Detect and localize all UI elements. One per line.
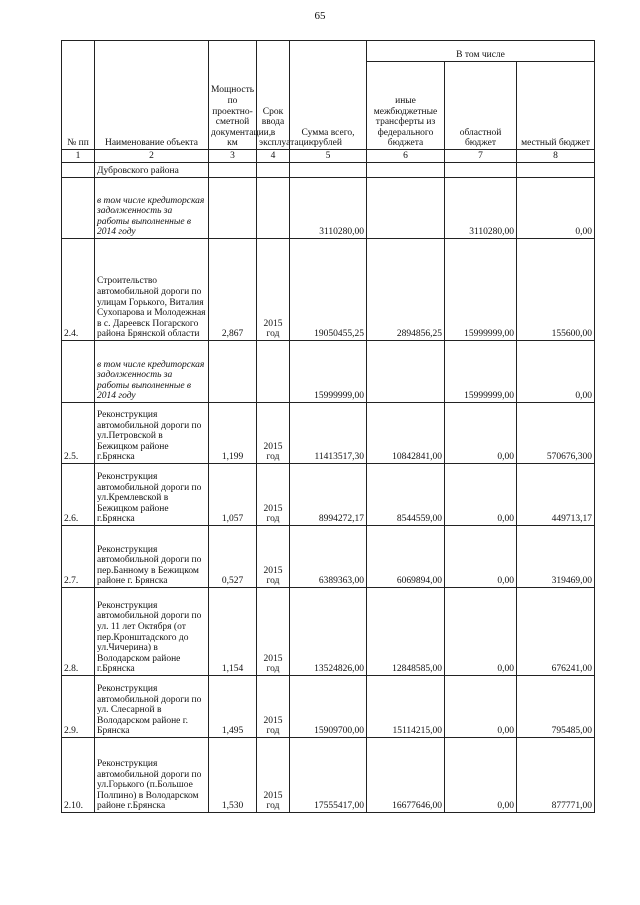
column-number: 6 [367, 150, 445, 163]
commissioning-term [257, 341, 290, 403]
total-amount: 15909700,00 [290, 676, 367, 738]
commissioning-term: 2015 год [257, 676, 290, 738]
table-row [62, 403, 595, 464]
column-number: 1 [62, 150, 95, 163]
local-budget: 795485,00 [517, 676, 595, 738]
total-amount: 3110280,00 [290, 178, 367, 239]
object-name: Реконструкция автомобильной дороги по ул. Слесарной в Володарском районе г. Брянска [95, 676, 209, 738]
commissioning-term: 2015 год [257, 464, 290, 526]
local-budget: 0,00 [517, 341, 595, 403]
column-number: 4 [257, 150, 290, 163]
object-name: Реконструкция автомобильной дороги по ул. 11 лет Октября (от пер.Кронштадского до ул.Чичерина) в Володарском районе г.Брянска [95, 588, 209, 676]
object-name: Реконструкция автомобильной дороги по ул.Горького (п.Большое Полпино) в Володарском районе г.Брянска [95, 738, 209, 813]
region-row [62, 163, 595, 178]
capacity-km: 1,154 [209, 588, 257, 676]
row-number: 2.4. [62, 239, 95, 341]
row-number: 2.5. [62, 403, 95, 464]
total-amount: 6389363,00 [290, 526, 367, 588]
capacity-km [209, 341, 257, 403]
regional-budget: 0,00 [445, 526, 517, 588]
federal-transfer: 15114215,00 [367, 676, 445, 738]
row-number: 2.10. [62, 738, 95, 813]
capacity-km: 1,495 [209, 676, 257, 738]
total-amount: 17555417,00 [290, 738, 367, 813]
header-including: В том числе [367, 41, 595, 62]
federal-transfer [367, 178, 445, 239]
column-number: 7 [445, 150, 517, 163]
region-name: Дубровского района [95, 163, 209, 178]
federal-transfer: 12848585,00 [367, 588, 445, 676]
capacity-km: 1,199 [209, 403, 257, 464]
capacity-km: 0,527 [209, 526, 257, 588]
regional-budget: 15999999,00 [445, 239, 517, 341]
header-capacity: Мощность по проектно-сметной документации, км [209, 41, 257, 150]
federal-transfer: 2894856,25 [367, 239, 445, 341]
column-number: 8 [517, 150, 595, 163]
table-row [62, 464, 595, 526]
commissioning-term: 2015 год [257, 239, 290, 341]
local-budget: 570676,300 [517, 403, 595, 464]
regional-budget: 15999999,00 [445, 341, 517, 403]
federal-transfer: 6069894,00 [367, 526, 445, 588]
budget-table [61, 40, 595, 813]
federal-transfer: 10842841,00 [367, 403, 445, 464]
header-no: № пп [62, 41, 95, 150]
total-amount: 15999999,00 [290, 341, 367, 403]
total-amount: 11413517,30 [290, 403, 367, 464]
table-row [62, 178, 595, 239]
commissioning-term: 2015 год [257, 738, 290, 813]
header-regional: областной бюджет [445, 62, 517, 150]
capacity-km: 2,867 [209, 239, 257, 341]
federal-transfer: 8544559,00 [367, 464, 445, 526]
capacity-km [209, 178, 257, 239]
object-name: Реконструкция автомобильной дороги по ул.Кремлевской в Бежицком районе г.Брянска [95, 464, 209, 526]
regional-budget: 0,00 [445, 738, 517, 813]
capacity-km: 1,530 [209, 738, 257, 813]
header-federal: иные межбюджетные трансферты из федерального бюджета [367, 62, 445, 150]
total-amount: 19050455,25 [290, 239, 367, 341]
regional-budget: 0,00 [445, 588, 517, 676]
table-row [62, 239, 595, 341]
object-name: в том числе кредиторская задолженность за работы выполненные в 2014 году [95, 178, 209, 239]
object-name: Реконструкция автомобильной дороги по ул.Петровской в Бежицком районе г.Брянска [95, 403, 209, 464]
table-row [62, 676, 595, 738]
object-name: Реконструкция автомобильной дороги по пер.Банному в Бежицком районе г. Брянска [95, 526, 209, 588]
regional-budget: 0,00 [445, 464, 517, 526]
object-name: Строительство автомобильной дороги по улицам Горького, Виталия Сухопарова и Молодежная в с. Дареевск Погарского района Брянской области [95, 239, 209, 341]
regional-budget: 0,00 [445, 403, 517, 464]
regional-budget: 3110280,00 [445, 178, 517, 239]
column-number: 5 [290, 150, 367, 163]
header-term: Срок ввода в эксплуатацию [257, 41, 290, 150]
row-number: 2.6. [62, 464, 95, 526]
local-budget: 0,00 [517, 178, 595, 239]
local-budget: 155600,00 [517, 239, 595, 341]
column-number: 3 [209, 150, 257, 163]
commissioning-term: 2015 год [257, 588, 290, 676]
object-name: в том числе кредиторская задолженность за работы выполненные в 2014 году [95, 341, 209, 403]
total-amount: 8994272,17 [290, 464, 367, 526]
table-row [62, 738, 595, 813]
row-number [62, 341, 95, 403]
column-numbers-row [62, 150, 595, 163]
local-budget: 319469,00 [517, 526, 595, 588]
column-number: 2 [95, 150, 209, 163]
table-row [62, 526, 595, 588]
local-budget: 877771,00 [517, 738, 595, 813]
row-number: 2.7. [62, 526, 95, 588]
header-name: Наименование объекта [95, 41, 209, 150]
row-number [62, 178, 95, 239]
total-amount: 13524826,00 [290, 588, 367, 676]
regional-budget: 0,00 [445, 676, 517, 738]
federal-transfer: 16677646,00 [367, 738, 445, 813]
commissioning-term: 2015 год [257, 526, 290, 588]
local-budget: 449713,17 [517, 464, 595, 526]
table-row [62, 341, 595, 403]
row-number: 2.9. [62, 676, 95, 738]
page-number: 65 [314, 10, 326, 22]
capacity-km: 1,057 [209, 464, 257, 526]
commissioning-term [257, 178, 290, 239]
table-row [62, 588, 595, 676]
row-number: 2.8. [62, 588, 95, 676]
local-budget: 676241,00 [517, 588, 595, 676]
commissioning-term: 2015 год [257, 403, 290, 464]
header-local: местный бюджет [517, 62, 595, 150]
federal-transfer [367, 341, 445, 403]
header-total: Сумма всего, рублей [290, 41, 367, 150]
